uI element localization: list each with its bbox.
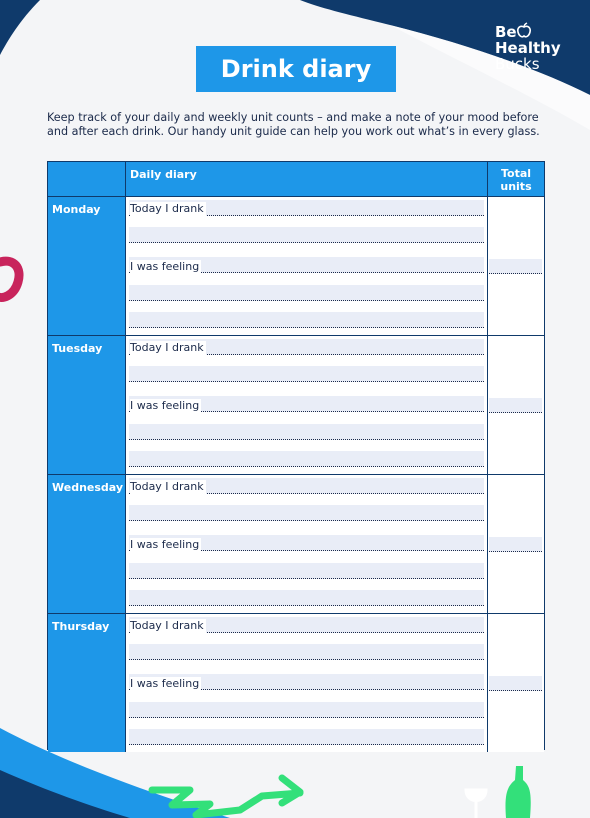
writing-line[interactable] (129, 366, 484, 382)
daily-entry-area[interactable] (126, 475, 488, 613)
today-i-drank-label: Today I drank (130, 341, 204, 354)
i-was-feeling-label: I was feeling (130, 677, 200, 690)
total-units-cell[interactable] (488, 336, 544, 474)
brand-line-3: Bucks (495, 55, 540, 73)
writing-line[interactable] (129, 312, 484, 328)
today-i-drank-label: Today I drank (130, 202, 204, 215)
page-title: Drink diary (196, 46, 396, 92)
writing-line[interactable] (129, 424, 484, 440)
day-name: Thursday (48, 614, 126, 752)
total-units-cell[interactable] (488, 197, 544, 335)
left-navy-corner (0, 0, 40, 55)
day-name: Monday (48, 197, 126, 335)
writing-line[interactable] (129, 729, 484, 745)
total-units-line[interactable] (489, 537, 542, 552)
diary-table (47, 161, 545, 750)
brand-line-2: Healthy (495, 39, 561, 57)
writing-line[interactable] (129, 285, 484, 301)
daily-entry-area[interactable] (126, 197, 488, 335)
pink-ring-icon (0, 261, 19, 297)
intro-text: Keep track of your daily and weekly unit counts – and make a note of your mood before and after each drink. Our handy unit guide can help you work out what’s in every glass. (47, 111, 540, 138)
today-i-drank-label: Today I drank (130, 619, 204, 632)
today-i-drank-label: Today I drank (130, 480, 204, 493)
apple-icon (515, 22, 533, 40)
writing-line[interactable] (129, 505, 484, 521)
day-name: Wednesday (48, 475, 126, 613)
day-name: Tuesday (48, 336, 126, 474)
writing-line[interactable] (129, 227, 484, 243)
writing-line[interactable] (129, 702, 484, 718)
header-day-cell (48, 162, 126, 196)
total-units-line[interactable] (489, 676, 542, 691)
bottle-icon (505, 766, 530, 818)
wine-glass-icon (466, 790, 486, 818)
writing-line[interactable] (129, 451, 484, 467)
day-row (48, 335, 544, 474)
total-units-line[interactable] (489, 398, 542, 413)
total-units-line[interactable] (489, 259, 542, 274)
day-row (48, 613, 544, 752)
writing-line[interactable] (129, 590, 484, 606)
brand-logo (495, 24, 561, 72)
total-units-cell[interactable] (488, 614, 544, 752)
brand-line-1: Be (495, 23, 517, 41)
daily-entry-area[interactable] (126, 336, 488, 474)
i-was-feeling-label: I was feeling (130, 538, 200, 551)
i-was-feeling-label: I was feeling (130, 260, 200, 273)
writing-line[interactable] (129, 644, 484, 660)
daily-entry-area[interactable] (126, 614, 488, 752)
total-units-cell[interactable] (488, 475, 544, 613)
header-total-units: Total units (488, 162, 544, 196)
day-row (48, 196, 544, 335)
header-daily-diary: Daily diary (126, 162, 488, 196)
i-was-feeling-label: I was feeling (130, 399, 200, 412)
day-row (48, 474, 544, 613)
writing-line[interactable] (129, 563, 484, 579)
